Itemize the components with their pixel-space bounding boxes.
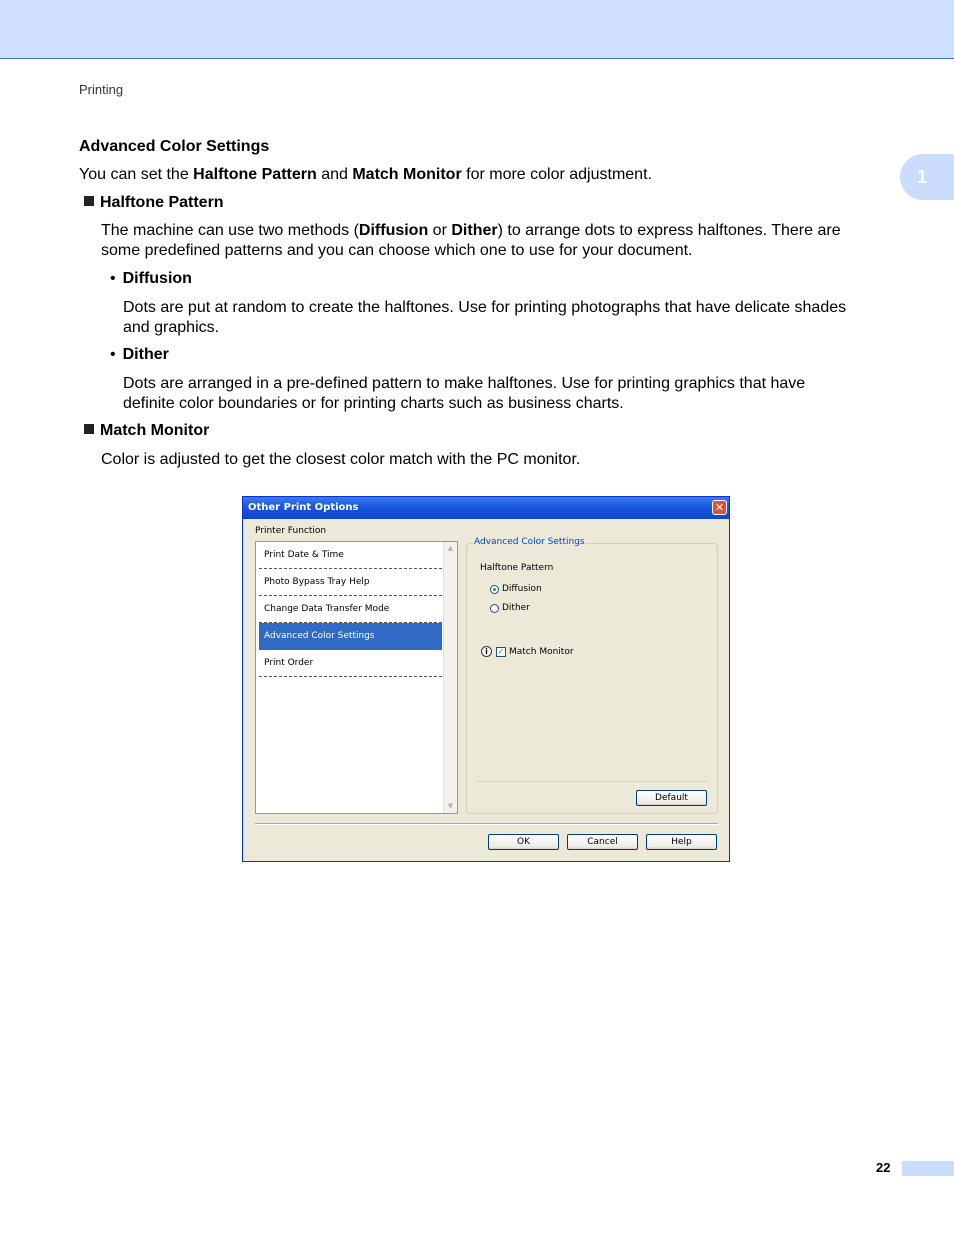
header-band (0, 0, 954, 59)
match-monitor-row[interactable] (481, 646, 574, 657)
match-monitor-checkbox[interactable]: ✓ (497, 646, 505, 656)
group-divider (476, 781, 708, 782)
page-number: 22 (876, 1160, 891, 1175)
scroll-down-icon[interactable]: ▼ (447, 802, 454, 810)
diffusion-radio[interactable]: Diffusion (490, 584, 542, 594)
square-bullet-icon (84, 196, 94, 206)
dialog-divider (255, 823, 718, 825)
match-monitor-paragraph: Color is adjusted to get the closest color match with the PC monitor. (101, 451, 581, 468)
diffusion-heading: • Diffusion (110, 270, 192, 287)
halftone-paragraph: The machine can use two methods (Diffusion or Dither) to arrange dots to express halftones. There are some predefined patterns and you can choose which one to use for your document. (101, 222, 841, 259)
dialog-titlebar (243, 497, 729, 519)
ok-button[interactable]: OK (488, 834, 559, 850)
page-number-bar (902, 1161, 954, 1176)
function-item-photo-bypass[interactable]: Photo Bypass Tray Help (259, 569, 442, 596)
halftone-pattern-label: Halftone Pattern (480, 563, 554, 573)
radio-unselected-icon[interactable] (490, 604, 499, 613)
cancel-button[interactable]: Cancel (567, 834, 638, 850)
dither-paragraph: Dots are arranged in a pre-defined pattern to make halftones. Use for printing graphics that have definite color boundaries or for printing charts such as business charts. (123, 375, 806, 412)
default-button[interactable]: Default (636, 790, 707, 806)
other-print-options-dialog (242, 496, 730, 862)
scroll-up-icon[interactable]: ▲ (447, 544, 454, 552)
printer-function-list[interactable] (255, 541, 458, 814)
intro-paragraph: You can set the Halftone Pattern and Match Monitor for more color adjustment. (79, 166, 652, 183)
running-head: Printing (79, 82, 124, 97)
dither-heading: • Dither (110, 346, 169, 363)
square-bullet-icon (84, 424, 94, 434)
list-scrollbar[interactable] (443, 542, 457, 813)
halftone-heading: Halftone Pattern (84, 194, 224, 212)
groupbox-title: Advanced Color Settings (474, 537, 585, 547)
section-title: Advanced Color Settings (79, 138, 270, 155)
bullet-dot-icon: • (110, 270, 116, 287)
function-item-advanced-color[interactable]: Advanced Color Settings (259, 623, 442, 650)
function-item-print-date-time[interactable]: Print Date & Time (259, 542, 442, 569)
dither-radio[interactable]: Dither (490, 603, 530, 613)
function-item-change-transfer-mode[interactable]: Change Data Transfer Mode (259, 596, 442, 623)
chapter-tab: 1 (900, 154, 954, 200)
function-item-print-order[interactable]: Print Order (259, 650, 442, 677)
radio-selected-icon[interactable] (490, 585, 499, 594)
help-button[interactable]: Help (646, 834, 717, 850)
match-monitor-heading: Match Monitor (84, 422, 209, 440)
match-monitor-label: Match Monitor (509, 646, 574, 657)
close-icon[interactable]: ✕ (712, 500, 727, 515)
diffusion-paragraph: Dots are put at random to create the halftones. Use for printing photographs that have delicate shades and graphics. (123, 299, 847, 336)
bullet-dot-icon: • (110, 346, 116, 363)
info-icon: i (481, 646, 492, 657)
printer-function-label: Printer Function (255, 526, 327, 536)
dialog-title: Other Print Options (248, 502, 359, 513)
